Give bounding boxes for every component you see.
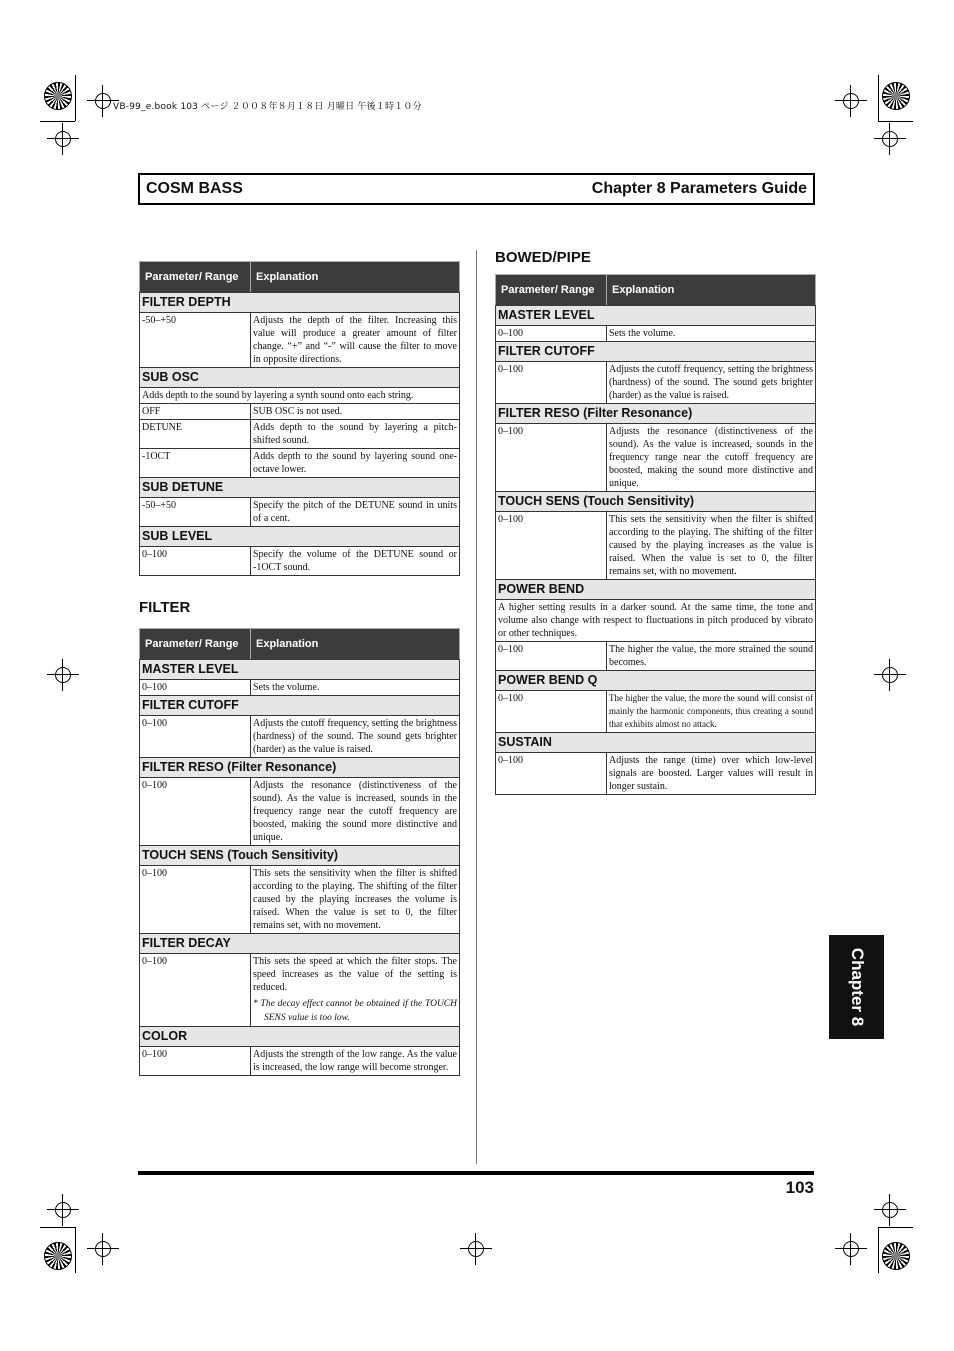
parameter-name: FILTER RESO (Filter Resonance) — [496, 404, 816, 424]
param-note: * The decay effect cannot be obtained if the TOUCH SENS value is too low. — [253, 999, 457, 1023]
param-desc: Adjusts the resonance (distinctiveness of the sound). As the value is increased, sounds in the frequency range near the cutoff frequency are boosted, making the sound more distinctive and unique. — [251, 778, 460, 846]
table-row — [496, 362, 816, 404]
table-row — [140, 388, 460, 404]
table-row — [496, 326, 816, 342]
crosshair-icon — [95, 1241, 111, 1257]
section-row — [140, 846, 460, 866]
param-desc: Specify the pitch of the DETUNE sound in units of a cent. — [251, 498, 460, 527]
crop-line — [878, 121, 913, 122]
param-intro: A higher setting results in a darker sound. At the same time, the tone and volume also change with respect to fluctuations in pitch produced by vibrato or other techniques. — [496, 600, 816, 642]
table-row — [496, 642, 816, 671]
param-desc: Adjusts the strength of the low range. As the value is increased, the low range will become stronger. — [251, 1047, 460, 1076]
section-row — [496, 492, 816, 512]
column-header-param: Parameter/ Range — [140, 629, 251, 660]
param-desc: Adds depth to the sound by layering a pitch-shifted sound. — [251, 420, 460, 449]
crop-line — [40, 1227, 75, 1228]
column-header-explanation: Explanation — [607, 275, 816, 306]
crosshair-icon — [882, 1202, 898, 1218]
section-row — [496, 306, 816, 326]
table-row — [496, 691, 816, 733]
parameter-name: POWER BEND Q — [496, 671, 816, 691]
param-range: 0–100 — [140, 866, 251, 934]
table-row — [496, 424, 816, 492]
table-row — [140, 547, 460, 576]
table-row — [140, 1047, 460, 1076]
crosshair-icon — [468, 1241, 484, 1257]
registration-mark-icon — [44, 1242, 72, 1270]
section-title: COSM BASS — [146, 180, 243, 197]
section-row — [496, 671, 816, 691]
param-desc: Sets the volume. — [251, 680, 460, 696]
param-desc: This sets the speed at which the filter stops. The speed increases as the value of the setting is reduced. — [253, 956, 457, 993]
crosshair-icon — [55, 131, 71, 147]
registration-mark-icon — [44, 82, 72, 110]
table-header-row — [140, 262, 460, 293]
param-range: 0–100 — [140, 680, 251, 696]
crop-line — [75, 75, 76, 121]
param-desc: The higher the value, the more strained the sound becomes. — [607, 642, 816, 671]
header-bar — [138, 173, 815, 205]
parameter-name: SUB DETUNE — [140, 478, 460, 498]
parameter-name: TOUCH SENS (Touch Sensitivity) — [496, 492, 816, 512]
page-number: 103 — [785, 1178, 814, 1197]
column-header-explanation: Explanation — [251, 629, 460, 660]
crosshair-icon — [882, 667, 898, 683]
crop-line — [75, 1227, 76, 1273]
registration-mark-icon — [882, 82, 910, 110]
crosshair-icon — [882, 131, 898, 147]
parameter-name: MASTER LEVEL — [496, 306, 816, 326]
table-row — [140, 866, 460, 934]
table-row — [140, 680, 460, 696]
section-row — [140, 934, 460, 954]
section-row — [496, 342, 816, 362]
param-range: 0–100 — [140, 716, 251, 758]
section-row — [140, 758, 460, 778]
crop-line — [40, 121, 75, 122]
parameter-table-bowed-pipe — [495, 274, 816, 795]
param-intro: Adds depth to the sound by layering a synth sound onto each string. — [140, 388, 460, 404]
param-range: -50–+50 — [140, 498, 251, 527]
table-row — [140, 420, 460, 449]
column-header-param: Parameter/ Range — [496, 275, 607, 306]
column-header-param: Parameter/ Range — [140, 262, 251, 293]
crosshair-icon — [55, 1202, 71, 1218]
param-range: 0–100 — [496, 512, 607, 580]
param-desc: Sets the volume. — [607, 326, 816, 342]
crop-line — [878, 75, 879, 121]
section-row — [140, 478, 460, 498]
param-desc: SUB OSC is not used. — [251, 404, 460, 420]
parameter-table-sub — [139, 261, 460, 576]
param-desc: Adjusts the cutoff frequency, setting the brightness (hardness) of the sound. The sound gets brighter (harder) as the value is raised. — [251, 716, 460, 758]
table-row — [140, 498, 460, 527]
table-row — [496, 512, 816, 580]
section-row — [140, 1027, 460, 1047]
parameter-name: FILTER RESO (Filter Resonance) — [140, 758, 460, 778]
column-header-explanation: Explanation — [251, 262, 460, 293]
table-header-row — [140, 629, 460, 660]
param-range: 0–100 — [496, 424, 607, 492]
param-range: -50–+50 — [140, 313, 251, 368]
parameter-name: TOUCH SENS (Touch Sensitivity) — [140, 846, 460, 866]
param-range: DETUNE — [140, 420, 251, 449]
param-desc: This sets the sensitivity when the filter is shifted according to the playing. The shifting of the filter caused by the playing increases the volume is raised. When the value is set to 0, the filter remains set, with no movement. — [251, 866, 460, 934]
param-range: OFF — [140, 404, 251, 420]
param-desc: This sets the sensitivity when the filter is shifted according to the playing. The shifting of the filter caused by the playing increases as the value is raised. When the value is set to 0, the filter remains set, with no movement. — [607, 512, 816, 580]
param-desc: The higher the value, the more the sound will consist of mainly the harmonic components, thus creating a sound that exhibits almost no attack. — [607, 691, 816, 733]
table-row — [140, 716, 460, 758]
chapter-tab — [829, 935, 884, 1039]
chapter-tab-label: Chapter 8 — [847, 947, 867, 1027]
chapter-title: Chapter 8 Parameters Guide — [591, 180, 807, 197]
param-range: 0–100 — [140, 954, 251, 1027]
param-range: 0–100 — [496, 362, 607, 404]
param-desc-cell — [251, 954, 460, 1027]
table-row — [140, 954, 460, 1027]
param-desc: Adds depth to the sound by layering sound one-octave lower. — [251, 449, 460, 478]
parameter-name: FILTER CUTOFF — [496, 342, 816, 362]
table-row — [140, 778, 460, 846]
param-range: 0–100 — [140, 547, 251, 576]
section-row — [140, 660, 460, 680]
table-row — [140, 404, 460, 420]
footer-rule — [138, 1171, 814, 1175]
param-range: 0–100 — [496, 326, 607, 342]
param-desc: Adjusts the resonance (distinctiveness of the sound). As the value is increased, sounds in the frequency range near the cutoff frequency are boosted, making the sound more distinctive and unique. — [607, 424, 816, 492]
param-range: 0–100 — [496, 753, 607, 795]
parameter-name: SUB OSC — [140, 368, 460, 388]
file-info: VB-99_e.book 103 ページ ２００８年８月１８日 月曜日 午後１時１０分 — [113, 102, 422, 112]
crosshair-icon — [55, 667, 71, 683]
table-row — [140, 313, 460, 368]
param-range: -1OCT — [140, 449, 251, 478]
parameter-name: SUB LEVEL — [140, 527, 460, 547]
crosshair-icon — [843, 93, 859, 109]
crosshair-icon — [843, 1241, 859, 1257]
registration-mark-icon — [882, 1242, 910, 1270]
param-desc: Specify the volume of the DETUNE sound or -1OCT sound. — [251, 547, 460, 576]
parameter-name: FILTER DECAY — [140, 934, 460, 954]
section-row — [496, 404, 816, 424]
filter-heading: FILTER — [139, 599, 191, 616]
param-desc: Adjusts the range (time) over which low-level signals are boosted. Larger values will result in longer sustain. — [607, 753, 816, 795]
param-desc: Adjusts the depth of the filter. Increasing this value will produce a greater amount of filter change. “+” and “-” will cause the filter to move in opposite directions. — [251, 313, 460, 368]
bowed-pipe-heading: BOWED/PIPE — [495, 249, 591, 266]
table-row — [496, 600, 816, 642]
section-row — [140, 293, 460, 313]
section-row — [140, 527, 460, 547]
section-row — [496, 733, 816, 753]
parameter-name: FILTER DEPTH — [140, 293, 460, 313]
section-row — [496, 580, 816, 600]
section-row — [140, 368, 460, 388]
table-header-row — [496, 275, 816, 306]
parameter-name: POWER BEND — [496, 580, 816, 600]
parameter-table-filter — [139, 628, 460, 1076]
param-range: 0–100 — [496, 642, 607, 671]
param-range: 0–100 — [140, 778, 251, 846]
parameter-name: COLOR — [140, 1027, 460, 1047]
column-divider — [476, 250, 477, 1164]
section-row — [140, 696, 460, 716]
crop-line — [878, 1227, 879, 1273]
table-row — [140, 449, 460, 478]
param-desc: Adjusts the cutoff frequency, setting the brightness (hardness) of the sound. The sound gets brighter (harder) as the value is raised. — [607, 362, 816, 404]
table-row — [496, 753, 816, 795]
parameter-name: FILTER CUTOFF — [140, 696, 460, 716]
crosshair-icon — [95, 93, 111, 109]
crop-line — [878, 1227, 913, 1228]
param-range: 0–100 — [140, 1047, 251, 1076]
param-range: 0–100 — [496, 691, 607, 733]
parameter-name: MASTER LEVEL — [140, 660, 460, 680]
parameter-name: SUSTAIN — [496, 733, 816, 753]
